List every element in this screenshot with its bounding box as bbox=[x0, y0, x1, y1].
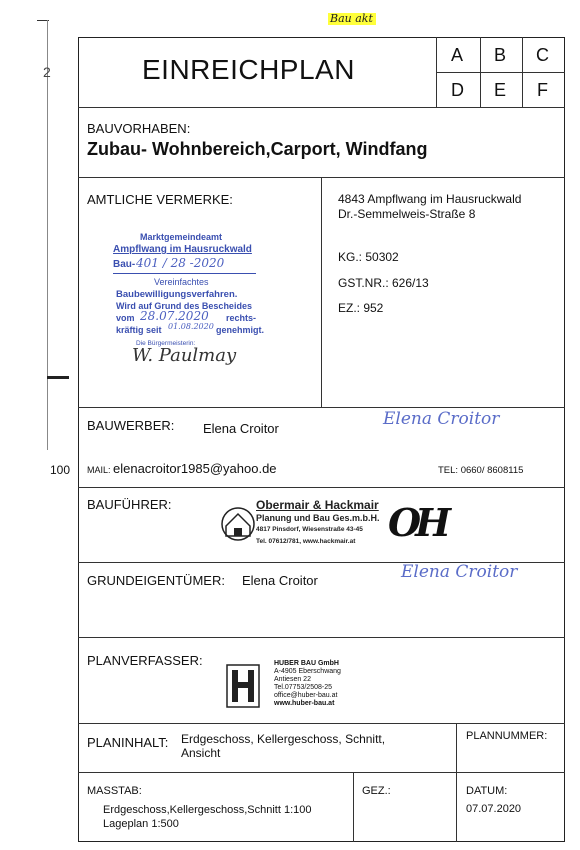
approval-stamp bbox=[110, 232, 265, 372]
kg-number: KG.: 50302 bbox=[338, 250, 399, 264]
stamp-vom-prefix: vom bbox=[116, 313, 135, 323]
grid-letter-c: C bbox=[536, 45, 549, 65]
stamp-bau-prefix: Bau- bbox=[113, 259, 136, 270]
grid-letter-e: E bbox=[494, 80, 507, 100]
huber-line5: office@huber-bau.at bbox=[274, 692, 338, 699]
grid-letter-b: B bbox=[494, 45, 507, 65]
huber-logo-icon bbox=[226, 664, 260, 708]
bauwerber-name: Elena Croitor bbox=[203, 421, 279, 436]
masstab-line1: Erdgeschoss,Kellergeschoss,Schnitt 1:100 bbox=[103, 804, 312, 816]
planverfasser-label: PLANVERFASSER: bbox=[87, 653, 203, 668]
contractor-house-icon bbox=[220, 502, 256, 542]
mail-label: MAIL: bbox=[87, 465, 111, 475]
bauwerber-label: BAUWERBER: bbox=[87, 418, 175, 433]
address-line1: 4843 Ampflwang im Hausruckwald bbox=[338, 192, 522, 206]
grid-letter-d: D bbox=[451, 80, 464, 100]
stamp-vom-date: 28.07.2020 bbox=[140, 309, 209, 323]
tel-number: TEL: 0660/ 8608115 bbox=[438, 465, 524, 476]
ez-number: EZ.: 952 bbox=[338, 301, 384, 315]
margin-mark: 2 bbox=[43, 64, 51, 80]
stamp-kraeftig-date: 01.08.2020 bbox=[168, 322, 214, 331]
margin-bold-bar bbox=[47, 376, 69, 379]
margin-rule-vertical bbox=[47, 20, 48, 450]
planinhalt-line2: Ansicht bbox=[181, 746, 221, 760]
address-line2: Dr.-Semmelweis-Straße 8 bbox=[338, 207, 476, 221]
amtliche-divider bbox=[321, 177, 322, 407]
contractor-stamp bbox=[220, 498, 470, 556]
datum-value: 07.07.2020 bbox=[466, 803, 522, 815]
stamp-line6: Wird auf Grund des Bescheides bbox=[116, 301, 252, 311]
datum-label: DATUM: bbox=[466, 785, 508, 797]
bauvorhaben-label: BAUVORHABEN: bbox=[87, 121, 191, 136]
stamp-line2: Ampflwang im Hausruckwald bbox=[113, 244, 252, 255]
contractor-address: 4817 Pinsdorf, Wiesenstraße 43-45 bbox=[256, 526, 363, 533]
plan-title: EINREICHPLAN bbox=[142, 54, 355, 85]
datum-divider bbox=[456, 772, 457, 842]
stamp-rechts: rechts- bbox=[226, 313, 257, 323]
planinhalt-line1: Erdgeschoss, Kellergeschoss, Schnitt, bbox=[181, 732, 386, 746]
masstab-label: MASSTAB: bbox=[87, 785, 142, 797]
bauvorhaben-value: Zubau- Wohnbereich,Carport, Windfang bbox=[87, 139, 428, 159]
grundeigentuemer-signature: Elena Croitor bbox=[401, 562, 518, 582]
stamp-bau-number: 401 / 28 -2020 bbox=[136, 256, 225, 270]
grundeigentuemer-label: GRUNDEIGENTÜMER: bbox=[87, 573, 225, 588]
plannummer-label: PLANNUMMER: bbox=[466, 730, 548, 742]
stamp-line5: Baubewilligungsverfahren. bbox=[116, 289, 238, 300]
mail-address: elenacroitor1985@yahoo.de bbox=[113, 461, 277, 476]
stamp-genehmigt: genehmigt. bbox=[216, 325, 265, 335]
huber-line4: Tel.07753/2508-25 bbox=[274, 684, 332, 691]
bauwerber-signature: Elena Croitor bbox=[383, 409, 500, 429]
stamp-signature: W. Paulmay bbox=[132, 345, 237, 366]
masstab-line2: Lageplan 1:500 bbox=[103, 818, 179, 830]
planverfasser-stamp bbox=[226, 660, 356, 716]
grid-letter-a: A bbox=[451, 45, 464, 65]
stamp-kraeftig-prefix: kräftig seit bbox=[116, 325, 162, 335]
contractor-sub: Planung und Bau Ges.m.b.H. bbox=[256, 513, 380, 523]
contractor-logo: OH bbox=[388, 500, 446, 545]
contractor-contact: Tel. 07612/781, www.hackmair.at bbox=[256, 538, 356, 545]
huber-line3: Antiesen 22 bbox=[274, 676, 311, 683]
planinhalt-label: PLANINHALT: bbox=[87, 735, 169, 750]
rule-after-bauwerber bbox=[78, 487, 565, 488]
stamp-rule bbox=[113, 273, 256, 274]
huber-line2: A-4905 Eberschwang bbox=[274, 668, 341, 675]
rule-after-grundeigentuemer bbox=[78, 637, 565, 638]
gez-label: GEZ.: bbox=[362, 785, 391, 797]
grundeigentuemer-name: Elena Croitor bbox=[242, 573, 318, 588]
stamp-line4: Vereinfachtes bbox=[154, 277, 209, 287]
contractor-name: Obermair & Hackmair bbox=[256, 498, 379, 512]
grid-letter-f: F bbox=[537, 80, 548, 100]
amtliche-label: AMTLICHE VERMERKE: bbox=[87, 192, 233, 207]
gez-divider bbox=[353, 772, 354, 842]
margin-number: 100 bbox=[50, 463, 71, 477]
header-grid-hline bbox=[436, 72, 565, 73]
rule-after-amtliche bbox=[78, 407, 565, 408]
huber-line6: www.huber-bau.at bbox=[274, 700, 335, 707]
rule-after-header bbox=[78, 107, 565, 108]
stamp-signer: Die Bürgermeisterin: bbox=[136, 340, 196, 347]
top-tag: Bau akt bbox=[330, 12, 373, 25]
stamp-line1: Marktgemeindeamt bbox=[140, 232, 223, 242]
gst-number: GST.NR.: 626/13 bbox=[338, 276, 429, 290]
plannummer-divider bbox=[456, 723, 457, 772]
rule-after-planinhalt bbox=[78, 772, 565, 773]
huber-line1: HUBER BAU GmbH bbox=[274, 660, 339, 667]
rule-after-planverfasser bbox=[78, 723, 565, 724]
baufuehrer-label: BAUFÜHRER: bbox=[87, 497, 172, 512]
